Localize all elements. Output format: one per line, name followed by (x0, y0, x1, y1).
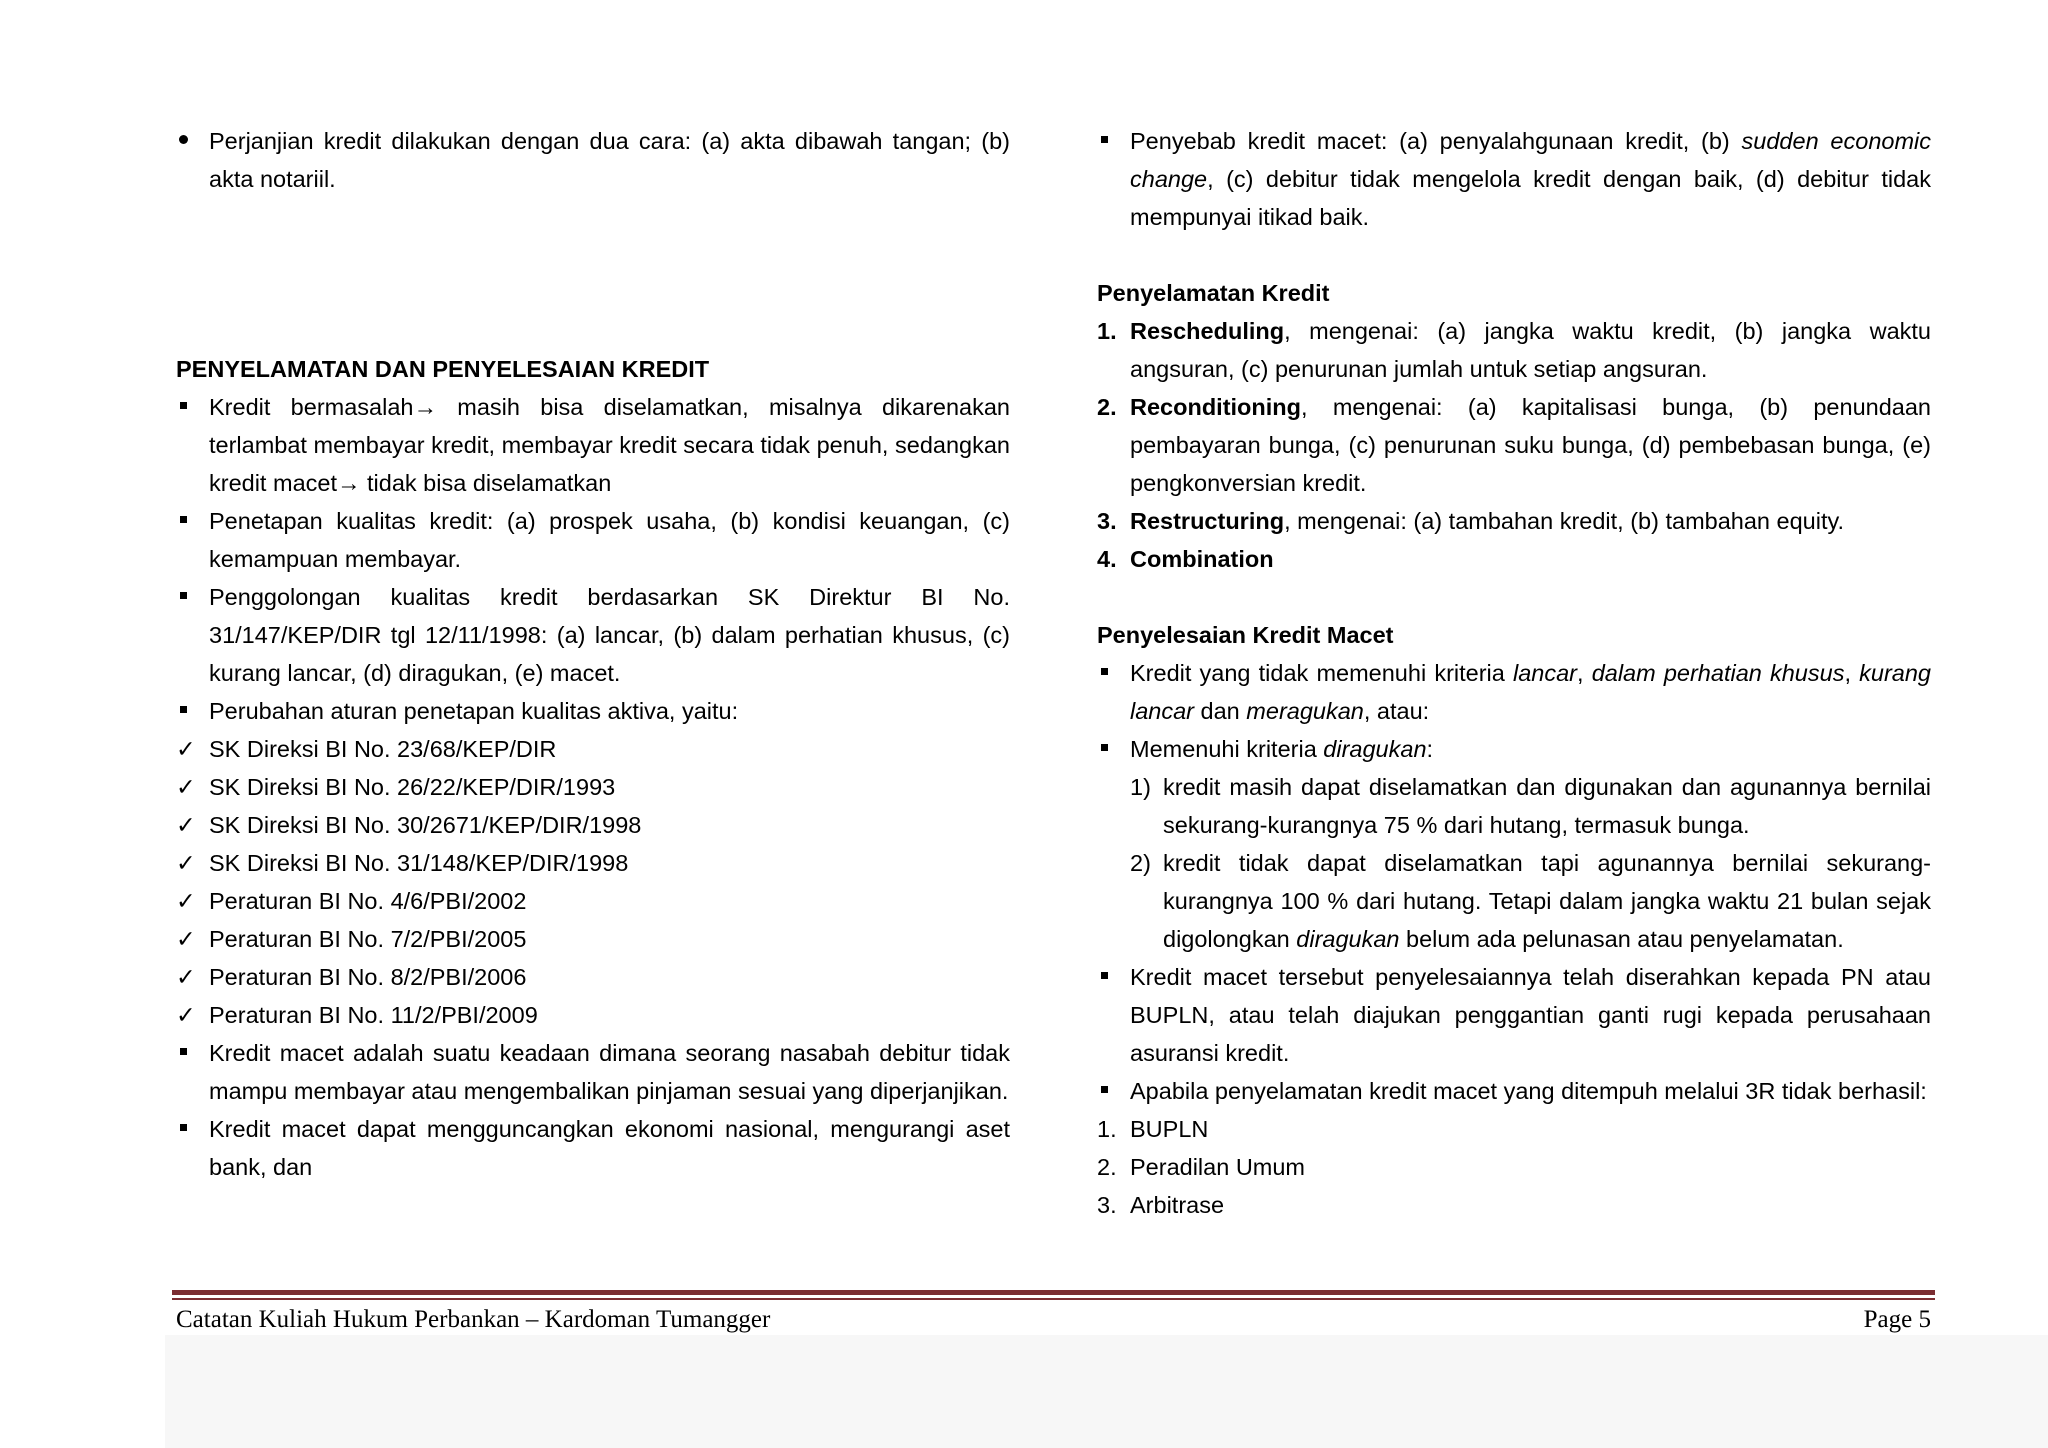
list-item: Kredit macet dapat mengguncangkan ekonomi nasional, mengurangi aset bank, dan (209, 1116, 1010, 1180)
right-column (1097, 122, 1931, 1224)
check-icon: ✓ (176, 1002, 196, 1028)
footer-background (165, 1335, 2048, 1448)
rescue-item: 1. Rescheduling, mengenai: (a) jangka waktu kredit, (b) jangka waktu angsuran, (c) penurunan jumlah untuk setiap angsuran. (1097, 318, 1931, 382)
footer-divider (172, 1290, 1935, 1295)
list-item: Kredit yang tidak memenuhi kriteria lancar, dalam perhatian khusus, kurang lancar dan meragukan, atau: (1130, 660, 1931, 724)
check-icon: ✓ (176, 926, 196, 952)
subsection-title-rescue: Penyelamatan Kredit (1097, 280, 1330, 306)
check-icon: ✓ (176, 774, 196, 800)
regulation-item: ✓ Peraturan BI No. 8/2/PBI/2006 (176, 958, 1010, 996)
subsection-title-settlement: Penyelesaian Kredit Macet (1097, 622, 1394, 648)
list-item: Kredit macet tersebut penyelesaiannya telah diserahkan kepada PN atau BUPLN, atau telah diajukan penggantian ganti rugi kepada perusahaan asuransi kredit. (1130, 964, 1931, 1066)
regulation-item: ✓ SK Direksi BI No. 31/148/KEP/DIR/1998 (176, 844, 1010, 882)
check-icon: ✓ (176, 964, 196, 990)
regulation-item: ✓ Peraturan BI No. 7/2/PBI/2005 (176, 920, 1010, 958)
list-item: Penetapan kualitas kredit: (a) prospek usaha, (b) kondisi keuangan, (c) kemampuan membayar. (209, 508, 1010, 572)
sub-item: 1) kredit masih dapat diselamatkan dan digunakan dan agunannya bernilai sekurang-kurangnya 75 % dari hutang, termasuk bunga. (1130, 774, 1931, 838)
list-item: Apabila penyelamatan kredit macet yang ditempuh melalui 3R tidak berhasil: (1130, 1078, 1927, 1104)
list-item-causes: Penyebab kredit macet: (a) penyalahgunaan kredit, (b) sudden economic change, (c) debitur tidak mengelola kredit dengan baik, (d) debitur tidak mempunyai itikad baik. (1130, 128, 1932, 230)
regulation-item: ✓ SK Direksi BI No. 23/68/KEP/DIR (176, 730, 1010, 768)
rescue-item: 2. Reconditioning, mengenai: (a) kapitalisasi bunga, (b) penundaan pembayaran bunga, (c) penurunan suku bunga, (d) pembebasan bunga, (e) pengkonversian kredit. (1097, 394, 1931, 496)
regulation-item: ✓ SK Direksi BI No. 26/22/KEP/DIR/1993 (176, 768, 1010, 806)
check-icon: ✓ (176, 736, 196, 762)
list-item: Kredit bermasalah→ masih bisa diselamatkan, misalnya dikarenakan terlambat membayar kredit, membayar kredit secara tidak penuh, sedangkan kredit macet→ tidak bisa diselamatkan (209, 394, 1010, 496)
check-icon: ✓ (176, 850, 196, 876)
forum-item: 1. BUPLN (1097, 1116, 1209, 1142)
section-title: PENYELAMATAN DAN PENYELESAIAN KREDIT (176, 356, 710, 382)
left-column (176, 122, 1010, 1186)
list-item: Kredit macet adalah suatu keadaan dimana seorang nasabah debitur tidak mampu membayar atau mengembalikan pinjaman sesuai yang diperjanjikan. (209, 1040, 1010, 1104)
sub-item: 2) kredit tidak dapat diselamatkan tapi agunannya bernilai sekurang-kurangnya 100 % dari hutang. Tetapi dalam jangka waktu 21 bulan sejak digolongkan diragukan belum ada pelunasan atau penyelamatan. (1130, 850, 1931, 952)
list-item: Memenuhi kriteria diragukan: (1130, 736, 1434, 762)
regulation-item: ✓ Peraturan BI No. 4/6/PBI/2002 (176, 882, 1010, 920)
list-item: Perubahan aturan penetapan kualitas aktiva, yaitu: (209, 698, 739, 724)
check-icon: ✓ (176, 888, 196, 914)
rescue-item: 3. Restructuring, mengenai: (a) tambahan kredit, (b) tambahan equity. (1097, 508, 1845, 534)
footer-title: Catatan Kuliah Hukum Perbankan – Kardoman Tumangger (176, 1306, 771, 1333)
forum-item: 2. Peradilan Umum (1097, 1154, 1306, 1180)
regulation-item: ✓ Peraturan BI No. 11/2/PBI/2009 (176, 996, 1010, 1034)
check-icon: ✓ (176, 812, 196, 838)
forum-item: 3. Arbitrase (1097, 1192, 1225, 1218)
footer-divider-thin (172, 1298, 1935, 1300)
page-number: Page 5 (1863, 1306, 1931, 1333)
rescue-item: 4. Combination (1097, 546, 1274, 572)
list-item-agreement: Perjanjian kredit dilakukan dengan dua cara: (a) akta dibawah tangan; (b) akta notariil. (209, 128, 1010, 192)
regulation-item: ✓ SK Direksi BI No. 30/2671/KEP/DIR/1998 (176, 806, 1010, 844)
list-item: Penggolongan kualitas kredit berdasarkan SK Direktur BI No. 31/147/KEP/DIR tgl 12/11/1998: (a) lancar, (b) dalam perhatian khusus, (c) kurang lancar, (d) diragukan, (e) macet. (209, 584, 1010, 686)
